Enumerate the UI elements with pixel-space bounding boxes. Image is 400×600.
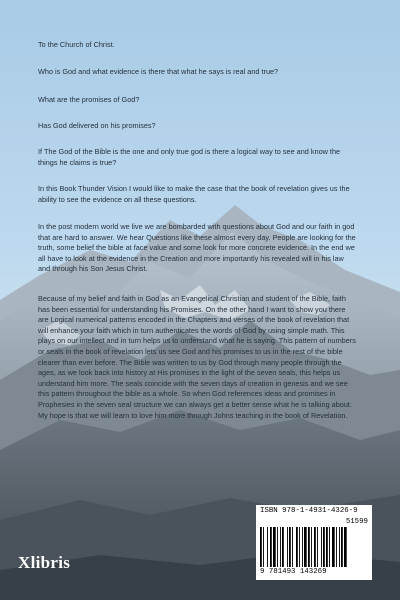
intro-paragraph: In this Book Thunder Vision I would like to make the case that the book of revelation gives us the ability to see the evidence on all these questions. xyxy=(38,184,350,204)
publisher-logo: Xlibris xyxy=(18,553,71,572)
question-paragraph: Has God delivered on his promises? xyxy=(38,121,156,130)
price-code: 51599 xyxy=(345,518,368,526)
isbn-label: ISBN 978-1-4931-4326-9 xyxy=(260,507,358,515)
question-paragraph: What are the promises of God? xyxy=(38,95,140,104)
body-paragraph: Because of my belief and faith in God as an Evangelical Christian and student of the Bible, faith has been essential for understanding his Promises. On the other hand I want to show you there are Logical numerical patterns encoded in the Chapters and verses of the book of revelation that will enhance your faith which in turn authenticates the words of God by using simple math. This plays on our intellect and in turn helps us to understand what he is saying. This pattern of numbers or seals in the book of revelation lets us see God and his promises to us in the rest of the bible clearer than ever before. The Bible was written to us by God through many people through the ages, as we look back into history at His promises in the light of the seven seals, this helps us understand him more. The seals coincide with the seven days of creation in genesis and we see this pattern throughout the bible as a whole. So when God references ideas and promises in Prophesies in the seven seal structure we can always get a better sense what he is talking about. My hope is that we will learn to love him more through Johns teaching in the book of Revelation. xyxy=(38,294,356,420)
body-paragraph: In the post modern world we live we are bombarded with questions about God and our faith in god that are hard to answer. We hear Questions like these almost every day. People are looking for the truth, some belief the bible at face value and some look for more concrete evidence. In the end we all have to look at the evidence in the Creation and more importantly his revealed will in his law and through his Son Jesus Christ. xyxy=(38,222,356,274)
dedication: To the Church of Christ. xyxy=(38,40,115,49)
barcode-bars xyxy=(260,527,368,567)
isbn-barcode xyxy=(256,505,372,580)
question-paragraph: Who is God and what evidence is there that what he says is real and true? xyxy=(38,67,279,76)
question-paragraph: If The God of the Bible is the one and only true god is there a logical way to see and know the things he claims is true? xyxy=(38,147,341,167)
barcode-number: 9 781493 143269 xyxy=(260,568,327,576)
